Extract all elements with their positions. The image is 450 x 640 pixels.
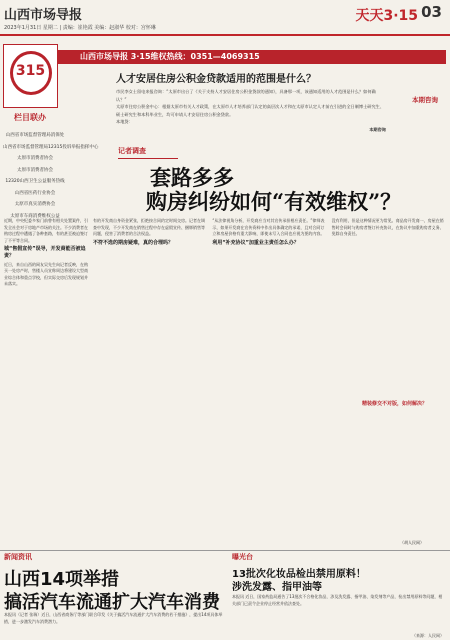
qa-side-label: 本期咨询 <box>412 96 438 104</box>
column-name: 栏目联办 <box>14 113 46 122</box>
news-headline-1: 山西14项举措 <box>4 569 120 590</box>
feature-editor: （胡人民网） <box>400 540 424 545</box>
feature-tag: 记者调查 <box>118 146 178 159</box>
exposure-body: 本报讯 近日，国家药监局通告了13批次不合格化妆品，涉及洗发露、指甲油、染发剂等产品，检出禁用原料等问题，相关部门已责令企业停止经营并依法查处。 <box>232 594 443 606</box>
column-brand: 天天3·15 <box>355 8 418 24</box>
qa-sign: 本期咨询 <box>369 126 386 132</box>
sponsor-item: 太原市车商消费维权公益 <box>10 213 60 219</box>
article-text: 近日，来自山西的网友吴先生向记者反映，在购买一处房产时，售楼人员宣称周边将建设大型商业综合体和重点学校，但实际交房后发现规划并未落实。 <box>4 261 88 287</box>
article-subhead: 不符不选的期房疑难，真的合理吗？ <box>93 239 174 246</box>
news-tag: 新闻资讯 <box>4 553 32 561</box>
feature-headline-2: 购房纠纷如何“有效维权”？ <box>146 189 402 214</box>
sponsor-item: 山西省医药行业协会 <box>14 190 56 196</box>
qa-answer: 太原市住房公积金中心：根据太原市有关人才政策，在太原市人才培养部门认定的高层次人才和在太原市认定人才前在引进的全日制博士研究生、硕士研究生和本科毕业生，均可申请人才安居住房公积金贷款。 <box>116 104 385 117</box>
exposure-editor: （来源：人民网） <box>412 633 444 638</box>
sponsor-item: 山西省市场监督管理局12315投诉举报指挥中心 <box>3 144 99 150</box>
news-body: 本报讯（记者 张瑞）近日，山西省商务厅等部门联合印发《关于搞活汽车流通扩大汽车消费的若干措施》，提出14项具体举措，进一步激发汽车消费潜力。 <box>4 612 223 624</box>
feature-column-a <box>4 218 88 288</box>
hotline-banner: 山西市场导报 3·15维权热线：0351—4069315 <box>56 50 446 64</box>
newspaper-masthead: 山西市场导报 <box>4 8 83 23</box>
page-number: 03 <box>421 3 442 21</box>
feature-column-c <box>212 218 325 248</box>
exposure-headline-2: 涉洗发露、指甲油等 <box>232 582 322 593</box>
news-headline-2: 搞活汽车流通扩大汽车消费 <box>4 592 220 613</box>
315-seal-logo <box>3 44 58 108</box>
article-text: 近期，中央纪委多家门前曾有相关处置案件，引发全社会对于房地产市场的关注。不少消费者在购房过程中遭遇了各种套路，有的甚至被迫签订了不平等合同。 <box>4 218 88 243</box>
section-divider <box>0 550 450 551</box>
sponsor-item: 太原市消费者协会 <box>17 156 53 161</box>
article-text: “从法律视角分析，开发商应当对其宣传承担相应责任。”律师表示，如果开发商在宣传资料中作出具体确定的承诺，且对合同订立和房屋价格有重大影响，即使未写入合同也应视为要约内容。 <box>212 218 325 237</box>
sponsor-item: 12320山西卫生公益服务热线 <box>5 179 65 184</box>
article-text: 没有利用，但是这种情况更为常见。商品房开发商一、房屋在销售时会同时与购房者签订补充协议，在协议中加重购房者义务、免除自身责任。 <box>331 218 444 237</box>
sponsor-item: 太原市消费者协会 <box>17 167 53 173</box>
header-rule <box>0 34 450 36</box>
article-subhead: 利用“补充协议”加重业主责任怎么办？ <box>212 239 299 246</box>
sponsor-list <box>3 130 99 222</box>
sponsor-item: 山西省市场监督管理局消保处 <box>5 133 65 138</box>
feature-column-d <box>332 218 445 248</box>
article-subhead: 城“售假宣传”误导，开发商能否被追责？ <box>4 246 86 259</box>
qa-question: 市民李女士留电来报咨询：“太原市出台了《关于支持人才安居住房公积金贷款的通知》，具备那一项，该通知适用的人才范围是什么？如何确认？” <box>116 89 376 102</box>
qa-note: 本地贷： <box>116 119 133 124</box>
qa-body <box>116 88 386 133</box>
feature-column-b <box>93 218 206 248</box>
feature-columns <box>93 218 445 248</box>
dateline: 2023年1月31日 星期二 | 责编：崔艳霞 美编：赵淑华 校对：宫怀琳 <box>4 25 156 31</box>
sponsor-item: 太原市真实消费协会 <box>14 202 56 207</box>
exposure-tag: 曝光台 <box>232 553 253 561</box>
article-text: 有的开发商自身资金紧张，拒绝按合同约定时间交房。记者在调查中发现，不少开发商在销售过程中存在虚假宣传、捆绑销售等问题，侵害了消费者的合法权益。 <box>93 218 205 237</box>
feature-tip-subhead: 精装修交不对版，如何解决？ <box>362 401 428 407</box>
feature-headline-1: 套路多多 <box>150 165 234 190</box>
qa-title: 人才安居住房公积金贷款适用的范围是什么？ <box>116 74 316 85</box>
exposure-headline-1: 13批次化妆品检出禁用原料！ <box>232 569 366 580</box>
logo-number: 315 <box>15 63 46 79</box>
